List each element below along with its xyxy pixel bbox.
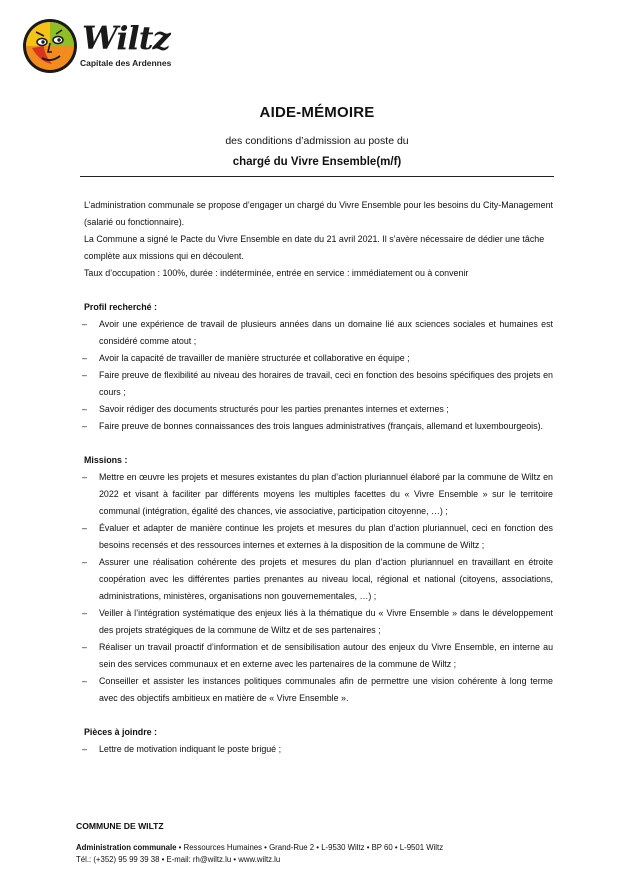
document-subtitle: des conditions d’admission au poste du bbox=[225, 135, 409, 147]
document-header bbox=[80, 104, 554, 168]
footer-contact: Tél.: (+352) 95 99 39 38 • E-mail: rh@wiltz.lu • www.wiltz.lu bbox=[76, 855, 281, 864]
header-divider bbox=[80, 176, 554, 177]
logo-wordmark: Wiltz bbox=[82, 19, 170, 57]
footer-address-line bbox=[76, 842, 546, 854]
profil-list bbox=[84, 316, 553, 435]
missions-heading: Missions : bbox=[84, 455, 128, 465]
logo-tagline: Capitale des Ardennes bbox=[80, 58, 172, 68]
pieces-list bbox=[84, 741, 553, 758]
intro-paragraph: Taux d’occupation : 100%, durée : indéterminée, entrée en service : immédiatement ou à convenir bbox=[84, 268, 469, 278]
wiltz-face-emblem-icon bbox=[22, 18, 78, 74]
intro-section bbox=[84, 197, 553, 282]
list-item: – Savoir rédiger des documents structurés pour les parties prenantes internes et externes ; bbox=[84, 401, 553, 418]
list-item: – Assurer une réalisation cohérente des projets et mesures du plan d’action pluriannuel en travaillant en étroite coopération avec les différentes parties prenantes au niveau local, régional et national (citoyens, associations, administrations, ministères, organisations non gouvernementales, …) ; bbox=[84, 554, 553, 605]
list-item: – Faire preuve de flexibilité au niveau des horaires de travail, ceci en fonction des besoins spécifiques des projets en cours ; bbox=[84, 367, 553, 401]
missions-list bbox=[84, 469, 553, 707]
document-title: AIDE-MÉMOIRE bbox=[259, 104, 375, 121]
wiltz-logo bbox=[22, 18, 182, 74]
list-item: – Réaliser un travail proactif d’information et de sensibilisation autour des enjeux du Vivre Ensemble, en interne au sein des services communaux et en externe avec les partenaires de la commune de Wiltz ; bbox=[84, 639, 553, 673]
list-item: – Évaluer et adapter de manière continue les projets et mesures du plan d’action pluriannuel, ceci en fonction des besoins recensés et des ressources internes et externes à la disposition de la commune de Wiltz ; bbox=[84, 520, 553, 554]
profil-heading: Profil recherché : bbox=[84, 302, 157, 312]
position-title: chargé du Vivre Ensemble(m/f) bbox=[232, 156, 402, 168]
footer-address: • Ressources Humaines • Grand-Rue 2 • L-9530 Wiltz • BP 60 • L-9501 Wiltz bbox=[176, 843, 444, 852]
intro-paragraph: La Commune a signé le Pacte du Vivre Ensemble en date du 21 avril 2021. Il s’avère nécessaire de dédier une tâche complète aux missions qui en découlent. bbox=[84, 234, 545, 261]
pieces-heading: Pièces à joindre : bbox=[84, 727, 158, 737]
document-footer bbox=[76, 820, 546, 866]
list-item: – Lettre de motivation indiquant le poste brigué ; bbox=[84, 741, 553, 758]
intro-paragraph: L’administration communale se propose d’engager un chargé du Vivre Ensemble pour les besoins du City-Management (salarié ou fonctionnaire). bbox=[84, 200, 554, 227]
list-item: – Avoir une expérience de travail de plusieurs années dans un domaine lié aux sciences sociales et humaines est considéré comme atout ; bbox=[84, 316, 553, 350]
list-item: – Avoir la capacité de travailler de manière structurée et collaborative en équipe ; bbox=[84, 350, 553, 367]
footer-admin-label: Administration communale bbox=[76, 843, 177, 852]
list-item: – Conseiller et assister les instances politiques communales afin de permettre une vision cohérente à long terme avec des objectifs ambitieux en matière de « Vivre Ensemble ». bbox=[84, 673, 553, 707]
footer-org-name: COMMUNE DE WILTZ bbox=[76, 821, 164, 831]
list-item: – Faire preuve de bonnes connaissances des trois langues administratives (français, allemand et luxembourgeois). bbox=[84, 418, 553, 435]
document-body bbox=[84, 197, 553, 758]
list-item: – Veiller à l’intégration systématique des enjeux liés à la thématique du « Vivre Ensemble » dans le développement des projets stratégiques de la commune de Wiltz et de ses partenaires ; bbox=[84, 605, 553, 639]
list-item: – Mettre en œuvre les projets et mesures existantes du plan d’action pluriannuel élaboré par la commune de Wiltz en 2022 et visant à faciliter par différents moyens les multiples facettes du « Vivre Ensemble » sur le territoire communal (intégration, égalité des chances, vie associative, participation citoyenne, …) ; bbox=[84, 469, 553, 520]
